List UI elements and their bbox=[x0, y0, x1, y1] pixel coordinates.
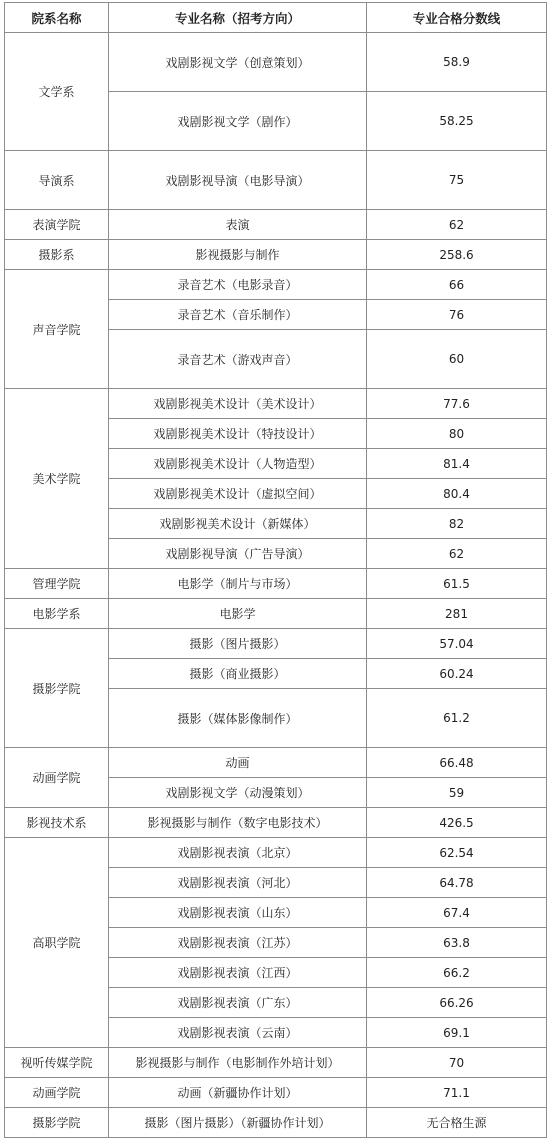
score-cell: 58.9 bbox=[367, 33, 547, 92]
score-cell: 62.54 bbox=[367, 838, 547, 868]
score-cell: 64.78 bbox=[367, 868, 547, 898]
score-cell: 69.1 bbox=[367, 1018, 547, 1048]
major-cell: 戏剧影视表演（江苏） bbox=[109, 928, 367, 958]
dept-cell: 动画学院 bbox=[5, 748, 109, 808]
major-cell: 动画 bbox=[109, 748, 367, 778]
dept-cell: 管理学院 bbox=[5, 569, 109, 599]
major-cell: 戏剧影视表演（云南） bbox=[109, 1018, 367, 1048]
table-row bbox=[5, 629, 547, 659]
table-row bbox=[5, 33, 547, 92]
score-cell: 66.26 bbox=[367, 988, 547, 1018]
major-cell: 戏剧影视导演（电影导演） bbox=[109, 151, 367, 210]
major-cell: 戏剧影视美术设计（美术设计） bbox=[109, 389, 367, 419]
score-cell: 60 bbox=[367, 330, 547, 389]
major-cell: 摄影（媒体影像制作） bbox=[109, 689, 367, 748]
score-cell: 62 bbox=[367, 210, 547, 240]
table-row bbox=[5, 1078, 547, 1108]
table-row bbox=[5, 270, 547, 300]
header-major: 专业名称（招考方向） bbox=[109, 3, 367, 33]
score-cell: 58.25 bbox=[367, 92, 547, 151]
major-cell: 戏剧影视文学（动漫策划） bbox=[109, 778, 367, 808]
score-cell: 66.2 bbox=[367, 958, 547, 988]
major-cell: 录音艺术（游戏声音） bbox=[109, 330, 367, 389]
table-body bbox=[5, 33, 547, 1138]
score-cell: 71.1 bbox=[367, 1078, 547, 1108]
score-cell: 59 bbox=[367, 778, 547, 808]
score-cell: 75 bbox=[367, 151, 547, 210]
major-cell: 录音艺术（音乐制作） bbox=[109, 300, 367, 330]
major-cell: 戏剧影视表演（北京） bbox=[109, 838, 367, 868]
major-cell: 戏剧影视导演（广告导演） bbox=[109, 539, 367, 569]
table-row bbox=[5, 151, 547, 210]
dept-cell: 摄影系 bbox=[5, 240, 109, 270]
table-row bbox=[5, 1108, 547, 1138]
dept-cell: 高职学院 bbox=[5, 838, 109, 1048]
dept-cell: 电影学系 bbox=[5, 599, 109, 629]
score-cell: 77.6 bbox=[367, 389, 547, 419]
major-cell: 影视摄影与制作（数字电影技术） bbox=[109, 808, 367, 838]
major-cell: 动画（新疆协作计划） bbox=[109, 1078, 367, 1108]
score-cell: 57.04 bbox=[367, 629, 547, 659]
dept-cell: 美术学院 bbox=[5, 389, 109, 569]
score-cell: 66.48 bbox=[367, 748, 547, 778]
score-cell: 61.2 bbox=[367, 689, 547, 748]
score-cell: 80 bbox=[367, 419, 547, 449]
table-row bbox=[5, 1048, 547, 1078]
dept-cell: 摄影学院 bbox=[5, 629, 109, 748]
major-cell: 电影学（制片与市场） bbox=[109, 569, 367, 599]
header-score: 专业合格分数线 bbox=[367, 3, 547, 33]
dept-cell: 导演系 bbox=[5, 151, 109, 210]
major-cell: 摄影（图片摄影）（新疆协作计划） bbox=[109, 1108, 367, 1138]
score-cell: 63.8 bbox=[367, 928, 547, 958]
major-cell: 电影学 bbox=[109, 599, 367, 629]
table-row bbox=[5, 748, 547, 778]
major-cell: 戏剧影视表演（山东） bbox=[109, 898, 367, 928]
major-cell: 录音艺术（电影录音） bbox=[109, 270, 367, 300]
dept-cell: 文学系 bbox=[5, 33, 109, 151]
score-cell: 258.6 bbox=[367, 240, 547, 270]
major-cell: 戏剧影视表演（江西） bbox=[109, 958, 367, 988]
header-row bbox=[5, 3, 547, 33]
table-row bbox=[5, 210, 547, 240]
major-cell: 戏剧影视美术设计（特技设计） bbox=[109, 419, 367, 449]
score-table bbox=[4, 2, 547, 1138]
score-cell: 无合格生源 bbox=[367, 1108, 547, 1138]
header-dept: 院系名称 bbox=[5, 3, 109, 33]
dept-cell: 影视技术系 bbox=[5, 808, 109, 838]
major-cell: 影视摄影与制作 bbox=[109, 240, 367, 270]
score-cell: 76 bbox=[367, 300, 547, 330]
score-cell: 426.5 bbox=[367, 808, 547, 838]
major-cell: 戏剧影视文学（创意策划） bbox=[109, 33, 367, 92]
table-row bbox=[5, 808, 547, 838]
major-cell: 戏剧影视美术设计（虚拟空间） bbox=[109, 479, 367, 509]
score-cell: 281 bbox=[367, 599, 547, 629]
dept-cell: 视听传媒学院 bbox=[5, 1048, 109, 1078]
major-cell: 摄影（商业摄影） bbox=[109, 659, 367, 689]
major-cell: 表演 bbox=[109, 210, 367, 240]
score-cell: 82 bbox=[367, 509, 547, 539]
dept-cell: 声音学院 bbox=[5, 270, 109, 389]
score-cell: 67.4 bbox=[367, 898, 547, 928]
major-cell: 戏剧影视美术设计（人物造型） bbox=[109, 449, 367, 479]
major-cell: 摄影（图片摄影） bbox=[109, 629, 367, 659]
table-row bbox=[5, 389, 547, 419]
dept-cell: 表演学院 bbox=[5, 210, 109, 240]
score-cell: 62 bbox=[367, 539, 547, 569]
score-cell: 70 bbox=[367, 1048, 547, 1078]
major-cell: 戏剧影视表演（广东） bbox=[109, 988, 367, 1018]
score-cell: 80.4 bbox=[367, 479, 547, 509]
major-cell: 戏剧影视文学（剧作） bbox=[109, 92, 367, 151]
table-row bbox=[5, 599, 547, 629]
score-cell: 81.4 bbox=[367, 449, 547, 479]
score-cell: 66 bbox=[367, 270, 547, 300]
dept-cell: 摄影学院 bbox=[5, 1108, 109, 1138]
major-cell: 戏剧影视美术设计（新媒体） bbox=[109, 509, 367, 539]
score-cell: 61.5 bbox=[367, 569, 547, 599]
table-row bbox=[5, 838, 547, 868]
score-cell: 60.24 bbox=[367, 659, 547, 689]
major-cell: 戏剧影视表演（河北） bbox=[109, 868, 367, 898]
dept-cell: 动画学院 bbox=[5, 1078, 109, 1108]
table-row bbox=[5, 240, 547, 270]
table-row bbox=[5, 569, 547, 599]
major-cell: 影视摄影与制作（电影制作外培计划） bbox=[109, 1048, 367, 1078]
